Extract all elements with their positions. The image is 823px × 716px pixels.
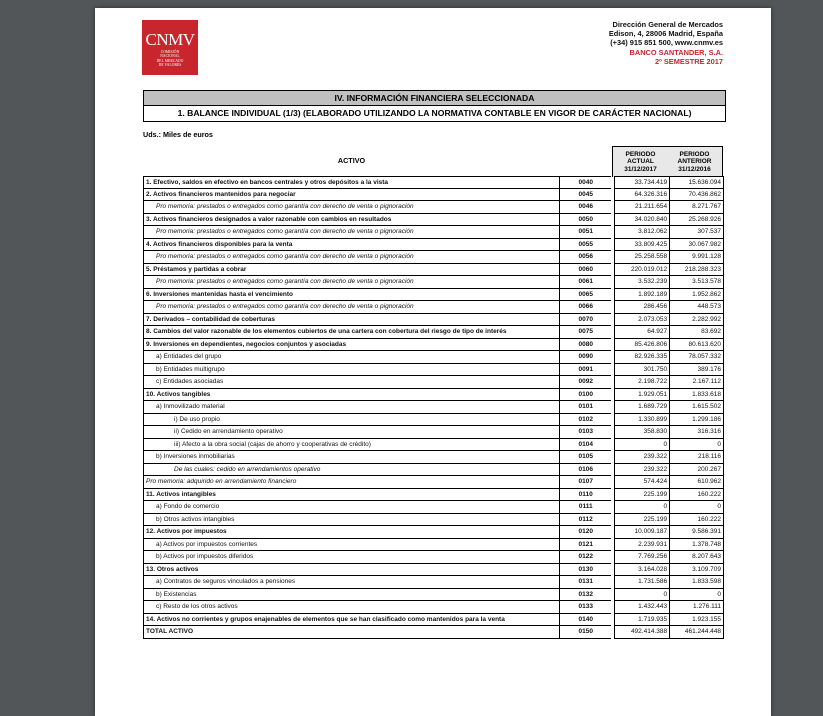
row-code: 0101 [559, 401, 611, 414]
value-previous: 1.299.186 [669, 414, 724, 427]
row-label: 5. Préstamos y partidas a cobrar [143, 264, 559, 277]
row-label: Pro memoria: prestados o entregados como garantía con derecho de venta o pignoración [143, 201, 559, 214]
value-previous: 0 [669, 589, 724, 602]
value-current: 3.164.028 [614, 564, 669, 577]
value-previous: 2.282.992 [669, 314, 724, 327]
row-code: 0092 [559, 376, 611, 389]
row-label: a) Contratos de seguros vinculados a pensiones [143, 576, 559, 589]
row-label: ii) Cedido en arrendamiento operativo [143, 426, 559, 439]
row-code: 0120 [559, 526, 611, 539]
value-previous: 1.833.598 [669, 576, 724, 589]
value-previous: 160.222 [669, 514, 724, 527]
table-row [143, 426, 724, 439]
header-address [609, 20, 723, 66]
row-label: TOTAL ACTIVO [143, 626, 559, 639]
row-label: 11. Activos intangibles [143, 489, 559, 502]
units-label: Uds.: Miles de euros [143, 130, 213, 139]
table-row [143, 376, 724, 389]
section-title: IV. INFORMACIÓN FINANCIERA SELECCIONADA [144, 91, 725, 106]
value-current: 1.432.443 [614, 601, 669, 614]
value-current: 1.689.729 [614, 401, 669, 414]
value-previous: 1.952.862 [669, 289, 724, 302]
value-current: 239.322 [614, 451, 669, 464]
value-current: 239.322 [614, 464, 669, 477]
value-previous: 2.167.112 [669, 376, 724, 389]
table-row [143, 289, 724, 302]
row-code: 0080 [559, 339, 611, 352]
row-label: 12. Activos por impuestos [143, 526, 559, 539]
balance-table [143, 176, 724, 639]
table-row [143, 464, 724, 477]
table-row [143, 264, 724, 277]
value-previous: 1.833.618 [669, 389, 724, 402]
table-row [143, 614, 724, 627]
value-previous: 1.615.502 [669, 401, 724, 414]
row-label: 13. Otros activos [143, 564, 559, 577]
row-label: 14. Activos no corrientes y grupos enajenables de elementos que se han clasificado como mantenidos para la venta [143, 614, 559, 627]
value-current: 286.456 [614, 301, 669, 314]
row-code: 0107 [559, 476, 611, 489]
value-current: 225.199 [614, 514, 669, 527]
header-text: ACTUAL [627, 158, 654, 166]
row-code: 0060 [559, 264, 611, 277]
cnmv-logo [142, 20, 198, 75]
value-previous: 160.222 [669, 489, 724, 502]
value-previous: 389.176 [669, 364, 724, 377]
table-row [143, 401, 724, 414]
table-row [143, 339, 724, 352]
row-code: 0040 [559, 176, 611, 189]
value-current: 82.926.335 [614, 351, 669, 364]
value-current: 2.073.053 [614, 314, 669, 327]
value-previous: 78.057.332 [669, 351, 724, 364]
row-code: 0121 [559, 539, 611, 552]
value-previous: 80.613.620 [669, 339, 724, 352]
value-previous: 70.436.862 [669, 189, 724, 202]
value-previous: 9.586.391 [669, 526, 724, 539]
table-row [143, 539, 724, 552]
value-current: 64.927 [614, 326, 669, 339]
row-code: 0130 [559, 564, 611, 577]
logo-subtext [142, 50, 198, 68]
value-previous: 448.573 [669, 301, 724, 314]
value-current: 7.769.256 [614, 551, 669, 564]
header-line-1: Dirección General de Mercados [612, 20, 723, 29]
value-current: 1.731.586 [614, 576, 669, 589]
table-row [143, 414, 724, 427]
value-current: 33.734.419 [614, 176, 669, 189]
row-label: 7. Derivados – contabilidad de coberturas [143, 314, 559, 327]
row-label: De las cuales: cedido en arrendamientos operativo [143, 464, 559, 477]
row-code: 0046 [559, 201, 611, 214]
value-current: 10.009.187 [614, 526, 669, 539]
row-code: 0065 [559, 289, 611, 302]
row-code: 0055 [559, 239, 611, 252]
logo-line: DEL MERCADO [156, 58, 184, 63]
table-row [143, 489, 724, 502]
table-row [143, 626, 724, 639]
row-code: 0100 [559, 389, 611, 402]
row-label: a) Entidades del grupo [143, 351, 559, 364]
value-current: 1.892.189 [614, 289, 669, 302]
row-label: Pro memoria: prestados o entregados como garantía con derecho de venta o pignoración [143, 276, 559, 289]
row-code: 0066 [559, 301, 611, 314]
row-code: 0133 [559, 601, 611, 614]
row-label: 10. Activos tangibles [143, 389, 559, 402]
value-previous: 461.244.448 [669, 626, 724, 639]
value-current: 3.532.239 [614, 276, 669, 289]
value-previous: 3.513.578 [669, 276, 724, 289]
row-code: 0122 [559, 551, 611, 564]
row-label: iii) Afecto a la obra social (cajas de ahorro y cooperativas de crédito) [143, 439, 559, 452]
table-row [143, 576, 724, 589]
value-previous: 0 [669, 501, 724, 514]
row-code: 0111 [559, 501, 611, 514]
value-previous: 316.316 [669, 426, 724, 439]
value-previous: 15.636.094 [669, 176, 724, 189]
value-previous: 200.267 [669, 464, 724, 477]
row-label: b) Otros activos intangibles [143, 514, 559, 527]
row-label: 2. Activos financieros mantenidos para negociar [143, 189, 559, 202]
table-row [143, 326, 724, 339]
table-row [143, 501, 724, 514]
value-current: 301.750 [614, 364, 669, 377]
value-current: 574.424 [614, 476, 669, 489]
row-code: 0056 [559, 251, 611, 264]
table-row [143, 564, 724, 577]
row-code: 0050 [559, 214, 611, 227]
document-page [95, 8, 771, 716]
table-row [143, 601, 724, 614]
table-row [143, 476, 724, 489]
row-label: 9. Inversiones en dependientes, negocios conjuntos y asociadas [143, 339, 559, 352]
row-code: 0105 [559, 451, 611, 464]
row-label: i) De uso propio [143, 414, 559, 427]
value-current: 1.719.935 [614, 614, 669, 627]
subsection-title: 1. BALANCE INDIVIDUAL (1/3) (ELABORADO UTILIZANDO LA NORMATIVA CONTABLE EN VIGOR DE CARÁCTER NACIONAL) [177, 108, 692, 118]
row-label: b) Entidades multigrupo [143, 364, 559, 377]
logo-line: DE VALORES [158, 63, 182, 68]
row-code: 0106 [559, 464, 611, 477]
value-current: 0 [614, 439, 669, 452]
value-current: 1.929.051 [614, 389, 669, 402]
value-previous: 83.692 [669, 326, 724, 339]
value-current: 34.020.840 [614, 214, 669, 227]
header-line-3: (+34) 915 851 500, www.cnmv.es [610, 38, 723, 48]
value-current: 225.199 [614, 489, 669, 502]
value-previous: 218.288.323 [669, 264, 724, 277]
value-previous: 218.116 [669, 451, 724, 464]
value-previous: 0 [669, 439, 724, 452]
row-code: 0051 [559, 226, 611, 239]
table-row [143, 176, 724, 189]
row-label: a) Activos por impuestos corrientes [143, 539, 559, 552]
value-previous: 30.067.982 [669, 239, 724, 252]
row-label: b) Inversiones inmobiliarias [143, 451, 559, 464]
row-label: a) Fondo de comercio [143, 501, 559, 514]
row-code: 0091 [559, 364, 611, 377]
row-code: 0045 [559, 189, 611, 202]
row-label: 1. Efectivo, saldos en efectivo en bancos centrales y otros depósitos a la vista [143, 176, 559, 189]
table-row [143, 189, 724, 202]
value-current: 1.330.899 [614, 414, 669, 427]
table-row [143, 451, 724, 464]
table-row [143, 276, 724, 289]
value-previous: 8.207.643 [669, 551, 724, 564]
row-label: c) Resto de los otros activos [143, 601, 559, 614]
row-label: Pro memoria: adquirido en arrendamiento financiero [143, 476, 559, 489]
value-current: 64.326.316 [614, 189, 669, 202]
value-current: 25.258.558 [614, 251, 669, 264]
value-previous: 1.276.111 [669, 601, 724, 614]
row-code: 0112 [559, 514, 611, 527]
logo-line: NACIONAL [160, 54, 180, 59]
row-label: Pro memoria: prestados o entregados como garantía con derecho de venta o pignoración [143, 226, 559, 239]
header-line-2: Edison, 4, 28006 Madrid, España [608, 29, 723, 39]
table-row [143, 514, 724, 527]
row-code: 0150 [559, 626, 611, 639]
value-current: 3.812.062 [614, 226, 669, 239]
row-code: 0104 [559, 439, 611, 452]
value-current: 358.830 [614, 426, 669, 439]
header-text: 31/12/2016 [678, 165, 711, 173]
column-header-current [612, 146, 669, 177]
value-previous: 9.991.128 [669, 251, 724, 264]
table-row [143, 239, 724, 252]
value-current: 21.211.654 [614, 201, 669, 214]
row-code: 0131 [559, 576, 611, 589]
value-previous: 610.962 [669, 476, 724, 489]
row-code: 0070 [559, 314, 611, 327]
logo-line: COMISIÓN [160, 50, 180, 54]
row-code: 0102 [559, 414, 611, 427]
value-previous: 3.109.709 [669, 564, 724, 577]
table-row [143, 214, 724, 227]
table-row [143, 551, 724, 564]
table-row [143, 314, 724, 327]
row-code: 0090 [559, 351, 611, 364]
value-current: 33.809.425 [614, 239, 669, 252]
header-text: PERIODO [679, 151, 710, 159]
value-current: 2.198.722 [614, 376, 669, 389]
row-code: 0075 [559, 326, 611, 339]
report-period: 2º SEMESTRE 2017 [654, 56, 723, 66]
row-label: Pro memoria: prestados o entregados como garantía con derecho de venta o pignoración [143, 251, 559, 264]
column-header-activo: ACTIVO [337, 156, 366, 165]
value-previous: 307.537 [669, 226, 724, 239]
row-label: c) Entidades asociadas [143, 376, 559, 389]
header-text: PERIODO [625, 151, 656, 159]
row-code: 0061 [559, 276, 611, 289]
value-current: 220.019.012 [614, 264, 669, 277]
header-text: ANTERIOR [677, 158, 712, 166]
table-row [143, 201, 724, 214]
value-current: 492.414.388 [614, 626, 669, 639]
value-previous: 25.268.926 [669, 214, 724, 227]
table-row [143, 526, 724, 539]
table-row [143, 226, 724, 239]
company-name: BANCO SANTANDER, S.A. [629, 47, 723, 57]
table-row [143, 251, 724, 264]
row-code: 0132 [559, 589, 611, 602]
table-row [143, 589, 724, 602]
table-row [143, 301, 724, 314]
row-label: 8. Cambios del valor razonable de los elementos cubiertos de una cartera con cobertura del riesgo de tipo de interés [143, 326, 559, 339]
column-header-previous [667, 146, 723, 177]
row-label: b) Activos por impuestos diferidos [143, 551, 559, 564]
value-current: 0 [614, 589, 669, 602]
row-label: 6. Inversiones mantenidas hasta el vencimiento [143, 289, 559, 302]
row-label: 4. Activos financieros disponibles para la venta [143, 239, 559, 252]
value-previous: 1.923.155 [669, 614, 724, 627]
row-code: 0140 [559, 614, 611, 627]
row-label: a) Inmovilizado material [143, 401, 559, 414]
row-code: 0103 [559, 426, 611, 439]
row-code: 0110 [559, 489, 611, 502]
table-row [143, 364, 724, 377]
header-text: 31/12/2017 [624, 165, 657, 173]
value-current: 2.239.931 [614, 539, 669, 552]
logo-text: CNMV [145, 30, 195, 49]
table-row [143, 389, 724, 402]
row-label: Pro memoria: prestados o entregados como garantía con derecho de venta o pignoración [143, 301, 559, 314]
title-box [143, 90, 726, 122]
value-current: 0 [614, 501, 669, 514]
table-row [143, 351, 724, 364]
value-previous: 8.271.767 [669, 201, 724, 214]
table-row [143, 439, 724, 452]
value-current: 85.426.806 [614, 339, 669, 352]
value-previous: 1.378.748 [669, 539, 724, 552]
row-label: b) Existencias [143, 589, 559, 602]
row-label: 3. Activos financieros designados a valor razonable con cambios en resultados [143, 214, 559, 227]
